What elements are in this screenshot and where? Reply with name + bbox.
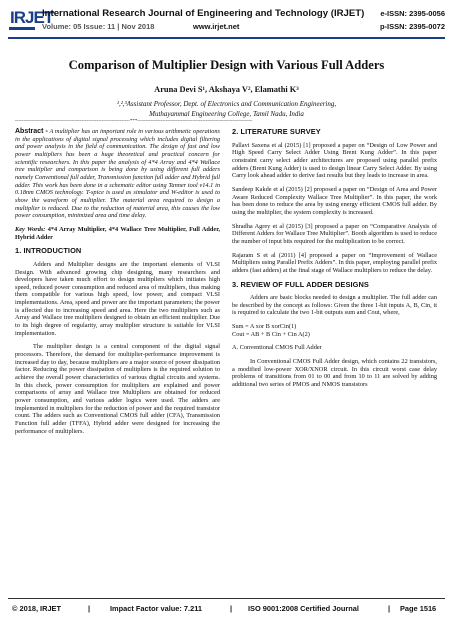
paper-title: Comparison of Multiplier Design with Various Full Adders [68, 58, 385, 72]
literature-paragraph: Shradha Agrey et al (2015) [3] proposed a paper on “Comparative Analysis of Different Adders for Wallace Tree Multiplier”. Booth algorithm is used to reduce the number of input bits required for the multiplication to be correct. [232, 222, 437, 245]
header-rule [8, 37, 445, 39]
footer-impact-factor: Impact Factor value: 7.211 [110, 604, 203, 613]
paper-authors: Aruna Devi S¹, Akshaya V², Elamathi K³ [154, 85, 299, 94]
footer-copyright: © 2018, IRJET [12, 604, 61, 613]
intro-paragraph: Adders and Multiplier designs are the important elements of VLSI Design. With advanced growing chip designing, many researchers and developers have taken much effort to design multipliers which initiates high speed, reduced power consumption and reduced area of multipliers, thus making them compatible for various high speed, low power, and compact VLSI implementations. Area, speed and power are the important parameters; the power is affected due to increasing speed and area. Here the two multipliers such as Array and Wallace tree multipliers designed to obtain an efficient multiplier. Due to its high degree of regularity, array multiplier structure is suitable for VLSI implementation. [15, 260, 220, 337]
review-heading: 3. REVIEW OF FULL ADDER DESIGNS [232, 279, 369, 289]
footer-iso: ISO 9001:2008 Certified Journal [248, 604, 359, 613]
literature-paragraph: Sandeep Kakde et al (2015) [2] proposed a paper on “Design of Area and Power Aware Reduced Complexity Wallace Tree Multiplier”. In this paper, the work has been done to reduce the area by using energy efficient CMOS full adder. By using the multiplier, the system complexity is increased. [232, 185, 437, 216]
right-column [232, 128, 437, 395]
keywords-text: 4*4 Array Multiplier, 4*4 Wallace Tree Multiplier, Full Adder, Hybrid Adder [15, 225, 220, 241]
review-paragraph: In Conventional CMOS Full Adder design, which contains 22 transistors, a modified low-power XOR/XNOR circuit. In this circuit worst case delay problems of transitions from 01 to 00 and from 10 to 11 are solved by adding additional two series of PMOS and NMOS transistors [232, 358, 437, 389]
keywords [15, 226, 220, 241]
literature-heading: 2. LITERATURE SURVEY [232, 127, 321, 136]
sum-equation: Sum = A xor B xorCin(1) [232, 323, 297, 331]
left-column [15, 128, 220, 441]
eissn: e-ISSN: 2395-0056 [380, 9, 445, 18]
abstract-text: A multiplier has an important role in various arithmetic operations in the applications of digital signal processing which includes digital filtering and power analysis in the field of communication. The design of fast and low power multipliers has been a huge theoretical and practical concern for scientific researchers. In this paper the analysis of 4*4 Array and 4*4 Wallace tree multiplier and comparison is being done by using different full adders namely Conventional full adder, Transmission function full adder and Hybrid full adder. This work has been done in a schematic editor using Tanner tool v14.1 in 0.18nm CMOS technology. T-spice is used as simulator and W-editor is used to show the waveform of multiplier. The material area required to design a multiplier is reduced. Due to the reduction of material area, this causes the low power consumption, minimized area and time delay. [15, 128, 220, 220]
abstract-label: Abstract - [15, 128, 48, 135]
volume-issue: Volume: 05 Issue: 11 | Nov 2018 [42, 22, 155, 31]
page-footer [8, 604, 445, 616]
cout-equation: Cout = AB + B Cin + Cin A(2) [232, 330, 310, 338]
affiliation-line-1: ¹,²,³Assistant Professor, Dept. of Electronics and Communication Engineering, [116, 100, 337, 108]
literature-paragraph: Pallavi Saxena et al (2015) [1] proposed a paper on “Design of Low Power and High Speed Carry Select Adder Using Brent Kung Adder”. In this paper constraint carry select adder architectures are proposed using parallel prefix adders (Brent Kung Adder) is used to design linear Carry Select Adder. By using Carry look ahead adder to derive fast results but they leads to increase in area. [232, 141, 437, 180]
intro-heading: 1. INTRODUCTION [15, 246, 82, 256]
footer-page-number: Page 1516 [400, 604, 437, 613]
intro-paragraph: The multiplier design is a central component of the digital signal processors. Therefore, the demand for multiplier-performance improvement is increased day to day, because multipliers are a major source of power dissipation factor. Reducing the power dissipation of multipliers is the required solution to achieve the overall power characteristics of various digital circuits and systems. In this check, power consumption for multipliers are explained and power comparisons of array and Wallace tree Multipliers are obtained for reduced power consumption, and various adder logics were used. The adders are implemented in multipliers for the reduction of power and the required transistor count. The adders such as Conventional CMOS full adder (CFA), Transmission Function full adder (TFFA), Hybrid adder were designed for increasing the performance of multipliers. [15, 343, 220, 435]
irjet-logo [8, 8, 54, 32]
logo-text: IRJET [10, 8, 54, 27]
footer-rule [8, 598, 445, 599]
subsection-heading: A. Conventional CMOS Full Adder [232, 344, 322, 352]
footer-divider: | [230, 604, 233, 613]
review-paragraph: Adders are basic blocks needed to design a multiplier. The full adder can be described by the concept as follows: Given the three 1-bit inputs A, B, Cin, it is required to calculate the two 1-bit outputs sum and Cout, where, [232, 294, 437, 317]
literature-paragraph: Rajaram S et al (2011) [4] proposed a paper on “Improvement of Wallace Multipliers using Parallel Prefix Adders”. In this paper, employing parallel prefix adders (fast adders) at the final stage of Wallace multipliers to reduce the delay. [232, 251, 437, 274]
keywords-label: Key Words: [15, 225, 46, 233]
website-link[interactable]: www.irjet.net [193, 22, 240, 31]
footer-divider: | [88, 604, 91, 613]
section-separator: ---------------------------------------------------------------------***--------------------------------------------------------------------- [15, 119, 253, 124]
logo-underline [9, 27, 35, 30]
abstract [15, 128, 220, 220]
affiliation-line-2: Muthayammal Engineering College, Tamil Nadu, India [149, 110, 304, 118]
pissn: p-ISSN: 2395-0072 [379, 22, 445, 31]
journal-name: International Research Journal of Engineering and Technology (IRJET) [42, 8, 365, 19]
footer-divider: | [388, 604, 391, 613]
journal-header [8, 6, 445, 36]
